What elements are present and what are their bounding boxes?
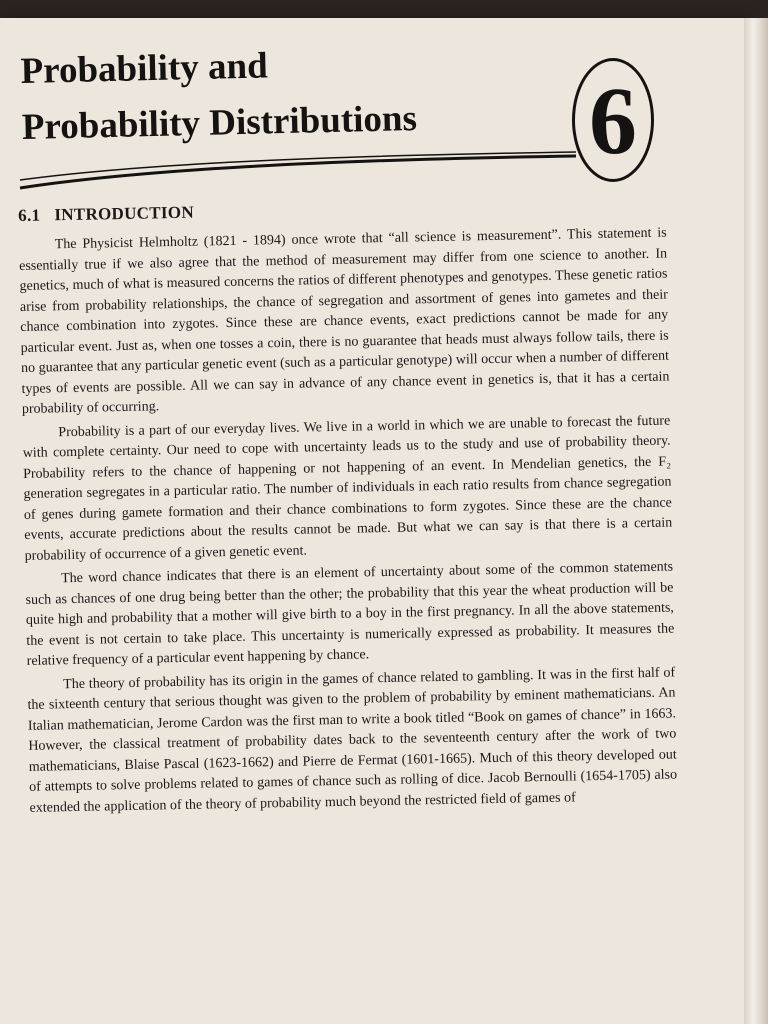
title-underline xyxy=(18,150,578,190)
paragraph-4: The theory of probability has its origin in the games of chance related to gambling. It was in the first half of the sixteenth century that serious thought was given to the problem of probability by eminent mathematicians. An Italian mathematician, Jerome Cardon was the first man to write a book titled “Book on games of chance” in 1663. However, the classical treatment of probability dates back to the seventeenth century after the work of two mathematicians, Blaise Pascal (1623-1662) and Pierre de Fermat (1601-1665). Much of this theory developed out of attempts to solve problems related to games of chance such as rolling of dice. Jacob Bernoulli (1654-1705) also extended the application of the theory of probability much beyond the restricted field of games of xyxy=(27,664,678,816)
chapter-title xyxy=(20,35,418,156)
chapter-title-line-2: Probability Distributions xyxy=(21,98,418,148)
chapter-number-badge xyxy=(572,58,654,182)
page-content xyxy=(18,194,678,822)
paragraph-2: Probability is a part of our everyday lives. We live in a world in which we are unable to forecast the future with complete certainty. Our need to cope with uncertainty leads us to the study and use of probability theory. Probability refers to the chance of happening or not happening of an event. In Mendelian genetics, the F₂ generation segregates in a particular ratio. The number of individuals in each ratio results from chance segregation of genes during gamete formation and their chance combinations to form zygotes. Since these are the chance events, accurate predictions about the results cannot be made. But what we can say is that there is a certain probability of occurrence of a given genetic event. xyxy=(22,413,673,564)
paragraph-3: The word chance indicates that there is an element of uncertainty about some of the common statements such as chances of one drug being better than the other; the probability that this year the wheat production will be quite high and probability that a mother will give birth to a boy in the first pregnancy. In all the above statements, the event is not certain to take place. This uncertainty is numerically expressed as probability. It measures the relative frequency of a particular event happening by chance. xyxy=(25,559,675,669)
chapter-number: 6 xyxy=(589,66,637,174)
section-title: INTRODUCTION xyxy=(54,202,195,225)
paragraph-1: The Physicist Helmholtz (1821 - 1894) once wrote that “all science is measurement”. This statement is essentially true if we also agree that the method of measurement may differ from one science to another. In genetics, much of what is measured concerns the ratios of different phenotypes and genotypes. These genetic ratios arise from probability relationships, the chance of segregation and assortment of genes into gametes and their chance combination into zygotes. Since these are chance events, exact predictions cannot be made for any particular event. Just as, when one tosses a coin, there is no guarantee that heads must always follow tails, there is no guarantee that any particular genetic event (such as a particular genotype) will occur when a number of different types of events are possible. All we can say in advance of any chance event in genetics is, that it has a certain probability of occurring. xyxy=(19,225,670,417)
chapter-title-line-1: Probability and xyxy=(20,45,269,92)
page-edge xyxy=(744,18,768,1024)
section-number: 6.1 xyxy=(18,205,41,225)
